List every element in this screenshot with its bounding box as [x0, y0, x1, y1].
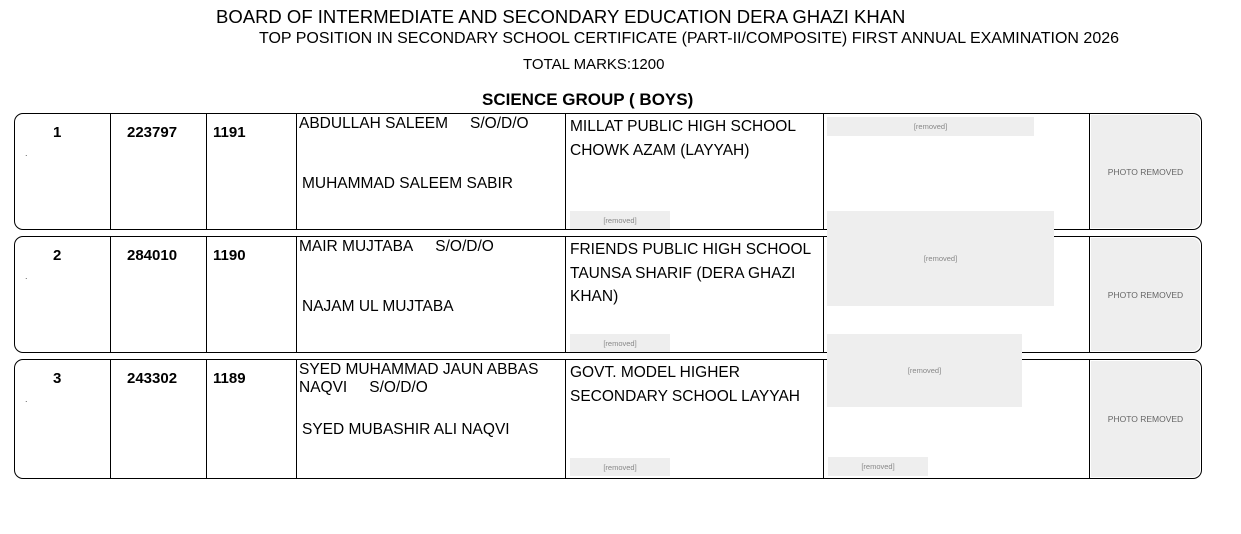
relation-label: S/O/D/O — [435, 238, 494, 255]
student-name-cell — [299, 238, 559, 256]
roll-number: 243302 — [127, 370, 178, 387]
removed-placeholder: [removed] — [827, 211, 1054, 306]
student-name: ABDULLAH SALEEM — [299, 115, 449, 132]
student-name-cell — [299, 115, 559, 133]
exam-title: TOP POSITION IN SECONDARY SCHOOL CERTIFICATE (PART-II/COMPOSITE) FIRST ANNUAL EXAMINATION 2026 — [259, 30, 1120, 47]
total-marks: TOTAL MARKS:1200 — [523, 56, 665, 73]
relation-label: S/O/D/O — [369, 379, 428, 396]
relation-label: S/O/D/O — [470, 115, 529, 132]
board-title: BOARD OF INTERMEDIATE AND SECONDARY EDUCATION DERA GHAZI KHAN — [216, 6, 906, 27]
school-name: FRIENDS PUBLIC HIGH SCHOOL TAUNSA SHARIF (DERA GHAZI KHAN) — [570, 241, 811, 305]
result-row-3 — [14, 359, 1202, 479]
position: 1 — [53, 124, 62, 141]
row-dot: . — [25, 148, 28, 158]
father-name: NAJAM UL MUJTABA — [302, 298, 454, 315]
removed-placeholder: [removed] — [570, 211, 670, 229]
position: 2 — [53, 247, 62, 264]
group-heading: SCIENCE GROUP ( BOYS) — [482, 90, 694, 109]
position: 3 — [53, 370, 62, 387]
row-dot: . — [25, 394, 28, 404]
removed-placeholder: [removed] — [570, 334, 670, 352]
roll-number: 284010 — [127, 247, 178, 264]
student-name: MAIR MUJTABA — [299, 238, 414, 255]
father-name: MUHAMMAD SALEEM SABIR — [302, 175, 514, 192]
student-name: SYED MUHAMMAD JAUN ABBAS NAQVI — [299, 361, 539, 396]
school-name: GOVT. MODEL HIGHER SECONDARY SCHOOL LAYYAH — [570, 364, 800, 405]
marks: 1191 — [213, 124, 246, 141]
photo-placeholder: PHOTO REMOVED — [1091, 361, 1200, 477]
removed-placeholder: [removed] — [828, 457, 928, 476]
photo-placeholder: PHOTO REMOVED — [1091, 238, 1200, 351]
father-name: SYED MUBASHIR ALI NAQVI — [302, 421, 510, 438]
removed-placeholder: [removed] — [827, 334, 1022, 407]
result-row-2 — [14, 236, 1202, 353]
school-name: MILLAT PUBLIC HIGH SCHOOL CHOWK AZAM (LAYYAH) — [570, 118, 796, 159]
marks: 1190 — [213, 247, 246, 264]
roll-number: 223797 — [127, 124, 178, 141]
student-name-cell — [299, 361, 559, 397]
photo-placeholder: PHOTO REMOVED — [1091, 115, 1200, 228]
marks: 1189 — [213, 370, 246, 387]
removed-placeholder: [removed] — [827, 117, 1034, 136]
removed-placeholder: [removed] — [570, 458, 670, 476]
row-dot: . — [25, 271, 28, 281]
